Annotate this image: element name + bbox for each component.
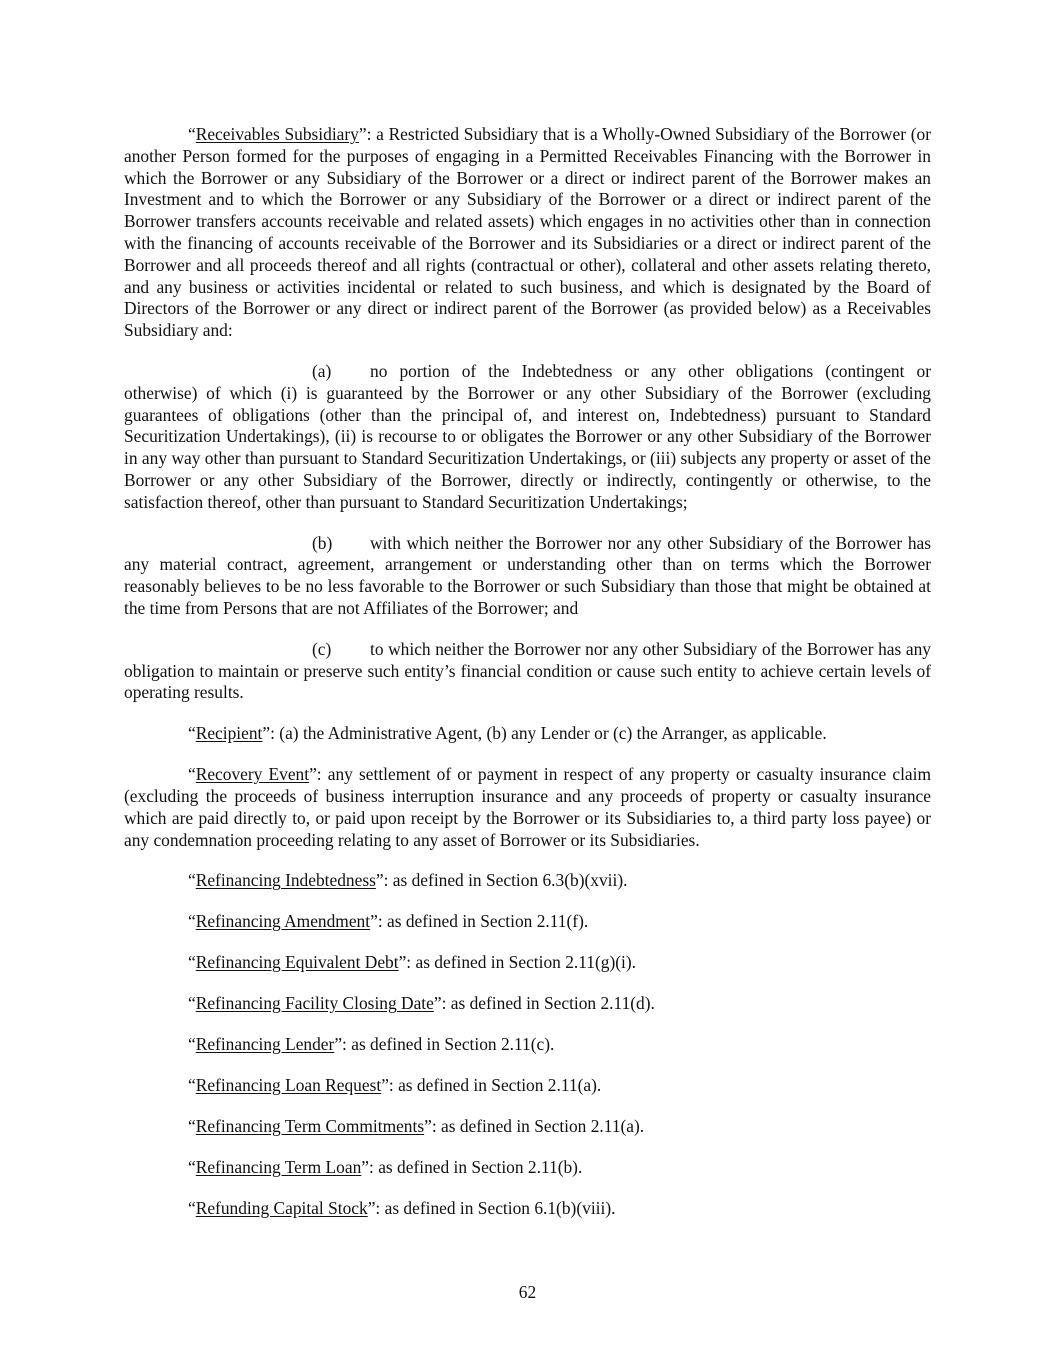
- clause-b: [124, 533, 931, 620]
- clause-a: [124, 361, 931, 514]
- definition-text: ”: as defined in Section 2.11(a).: [381, 1075, 602, 1096]
- definition-recovery-event: “Recovery Event”: any settlement of or payment in respect of any property or casualty insurance claim (excluding the proceeds of business interruption insurance and any proceeds of property or casualty insurance which are paid directly to, or paid upon receipt by the Borrower or its Subsidiaries to, a third party loss payee) or any condemnation proceeding relating to any asset of Borrower or its Subsidiaries.: [124, 764, 931, 850]
- defined-term: Refinancing Loan Request: [195, 1075, 382, 1096]
- page-number: 62: [518, 1282, 537, 1302]
- defined-term: Refinancing Equivalent Debt: [195, 952, 399, 973]
- defined-term: Refunding Capital Stock: [195, 1198, 368, 1219]
- defined-term: Refinancing Indebtedness: [195, 870, 376, 891]
- clause-c: [124, 639, 931, 704]
- defined-term: Recovery Event: [195, 764, 310, 785]
- defined-term: Recipient: [195, 723, 263, 744]
- definition-text: ”: as defined in Section 6.3(b)(xvii).: [375, 870, 628, 891]
- definition-refinancing-indebtedness: “Refinancing Indebtedness”: as defined in Section 6.3(b)(xvii).: [188, 870, 628, 891]
- definition-refunding-capital-stock: “Refunding Capital Stock”: as defined in Section 6.1(b)(viii).: [188, 1198, 616, 1219]
- definition-refinancing-loan-request: “Refinancing Loan Request”: as defined in Section 2.11(a).: [188, 1075, 602, 1096]
- definition-text: ”: as defined in Section 2.11(c).: [334, 1034, 555, 1055]
- clause-text: with which neither the Borrower nor any other Subsidiary of the Borrower has any material contract, agreement, arrangement or understanding other than on terms which the Borrower reasonably believes to be no less favorable to the Borrower or such Subsidiary than those that might be obtained at the time from Persons that are not Affiliates of the Borrower; and: [124, 532, 931, 618]
- definition-refinancing-equivalent-debt: “Refinancing Equivalent Debt”: as defined in Section 2.11(g)(i).: [188, 952, 637, 973]
- clause-text: no portion of the Indebtedness or any other obligations (contingent or otherwise) of which (i) is guaranteed by the Borrower or any other Subsidiary of the Borrower (excluding guarantees of obligations (other than the principal of, and interest on, Indebtedness) pursuant to Standard Securitization Undertakings), (ii) is recourse to or obligates the Borrower or any other Subsidiary of the Borrower in any way other than pursuant to Standard Securitization Undertakings, or (iii) subjects any property or asset of the Borrower or any other Subsidiary of the Borrower, directly or indirectly, contingently or otherwise, to the satisfaction thereof, other than pursuant to Standard Securitization Undertakings;: [124, 360, 931, 512]
- definition-text: ”: a Restricted Subsidiary that is a Wholly-Owned Subsidiary of the Borrower (or another Person formed for the purposes of engaging in a Permitted Receivables Financing with the Borrower in which the Borrower or any Subsidiary of the Borrower or a direct or indirect parent of the Borrower makes an Investment and to which the Borrower or any Subsidiary of the Borrower or a direct or indirect parent of the Borrower transfers accounts receivable and related assets) which engages in no activities other than in connection with the financing of accounts receivable of the Borrower and its Subsidiaries or a direct or indirect parent of the Borrower and all proceeds thereof and all rights (contractual or other), collateral and other assets relating thereto, and any business or activities incidental or related to such business, and which is designated by the Board of Directors of the Borrower or any direct or indirect parent of the Borrower (as provided below) as a Receivables Subsidiary and:: [124, 124, 931, 341]
- definition-refinancing-facility-closing-date: “Refinancing Facility Closing Date”: as defined in Section 2.11(d).: [188, 993, 655, 1014]
- definition-text: ”: as defined in Section 2.11(f).: [370, 911, 589, 932]
- definition-refinancing-term-loan: “Refinancing Term Loan”: as defined in Section 2.11(b).: [188, 1157, 583, 1178]
- definition-text: ”: as defined in Section 2.11(b).: [361, 1157, 583, 1178]
- defined-term: Refinancing Facility Closing Date: [195, 993, 434, 1014]
- clause-label: (a): [312, 360, 332, 381]
- clause-label: (c): [312, 638, 332, 659]
- definition-text: ”: as defined in Section 2.11(a).: [424, 1116, 645, 1137]
- definition-receivables-subsidiary: “Receivables Subsidiary”: a Restricted Subsidiary that is a Wholly-Owned Subsidiary of the Borrower (or another Person formed for the purposes of engaging in a Permitted Receivables Financing with the Borrower in which the Borrower or any Subsidiary of the Borrower or a direct or indirect parent of the Borrower makes an Investment and to which the Borrower or any Subsidiary of the Borrower or a direct or indirect parent of the Borrower transfers accounts receivable and related assets) which engages in no activities other than in connection with the financing of accounts receivable of the Borrower and its Subsidiaries or a direct or indirect parent of the Borrower and all proceeds thereof and all rights (contractual or other), collateral and other assets relating thereto, and any business or activities incidental or related to such business, and which is designated by the Board of Directors of the Borrower or any direct or indirect parent of the Borrower (as provided below) as a Receivables Subsidiary and:: [124, 124, 931, 341]
- definition-text: ”: any settlement of or payment in respect of any property or casualty insurance claim (excluding the proceeds of business interruption insurance and any proceeds of property or casualty insurance which are paid directly to, or paid upon receipt by the Borrower or its Subsidiaries to, a third party loss payee) or any condemnation proceeding relating to any asset of Borrower or its Subsidiaries.: [124, 764, 931, 850]
- definition-text: ”: as defined in Section 2.11(d).: [433, 993, 655, 1014]
- defined-term: Refinancing Term Commitments: [195, 1116, 425, 1137]
- defined-term: Refinancing Amendment: [195, 911, 371, 932]
- definition-refinancing-amendment: “Refinancing Amendment”: as defined in Section 2.11(f).: [188, 911, 589, 932]
- clause-text: to which neither the Borrower nor any other Subsidiary of the Borrower has any obligation to maintain or preserve such entity’s financial condition or cause such entity to achieve certain levels of operating results.: [124, 638, 931, 703]
- defined-term: Receivables Subsidiary: [195, 124, 359, 144]
- defined-term: Refinancing Lender: [195, 1034, 335, 1055]
- definition-refinancing-term-commitments: “Refinancing Term Commitments”: as defined in Section 2.11(a).: [188, 1116, 645, 1137]
- definition-recipient: “Recipient”: (a) the Administrative Agent, (b) any Lender or (c) the Arranger, as applicable.: [188, 723, 827, 744]
- definition-text: ”: as defined in Section 6.1(b)(viii).: [367, 1198, 616, 1219]
- definition-text: ”: as defined in Section 2.11(g)(i).: [398, 952, 637, 973]
- clause-label: (b): [312, 532, 333, 553]
- definition-refinancing-lender: “Refinancing Lender”: as defined in Section 2.11(c).: [188, 1034, 555, 1055]
- defined-term: Refinancing Term Loan: [195, 1157, 362, 1178]
- definition-text: ”: (a) the Administrative Agent, (b) any Lender or (c) the Arranger, as applicable.: [262, 723, 827, 744]
- document-page: [124, 124, 931, 1239]
